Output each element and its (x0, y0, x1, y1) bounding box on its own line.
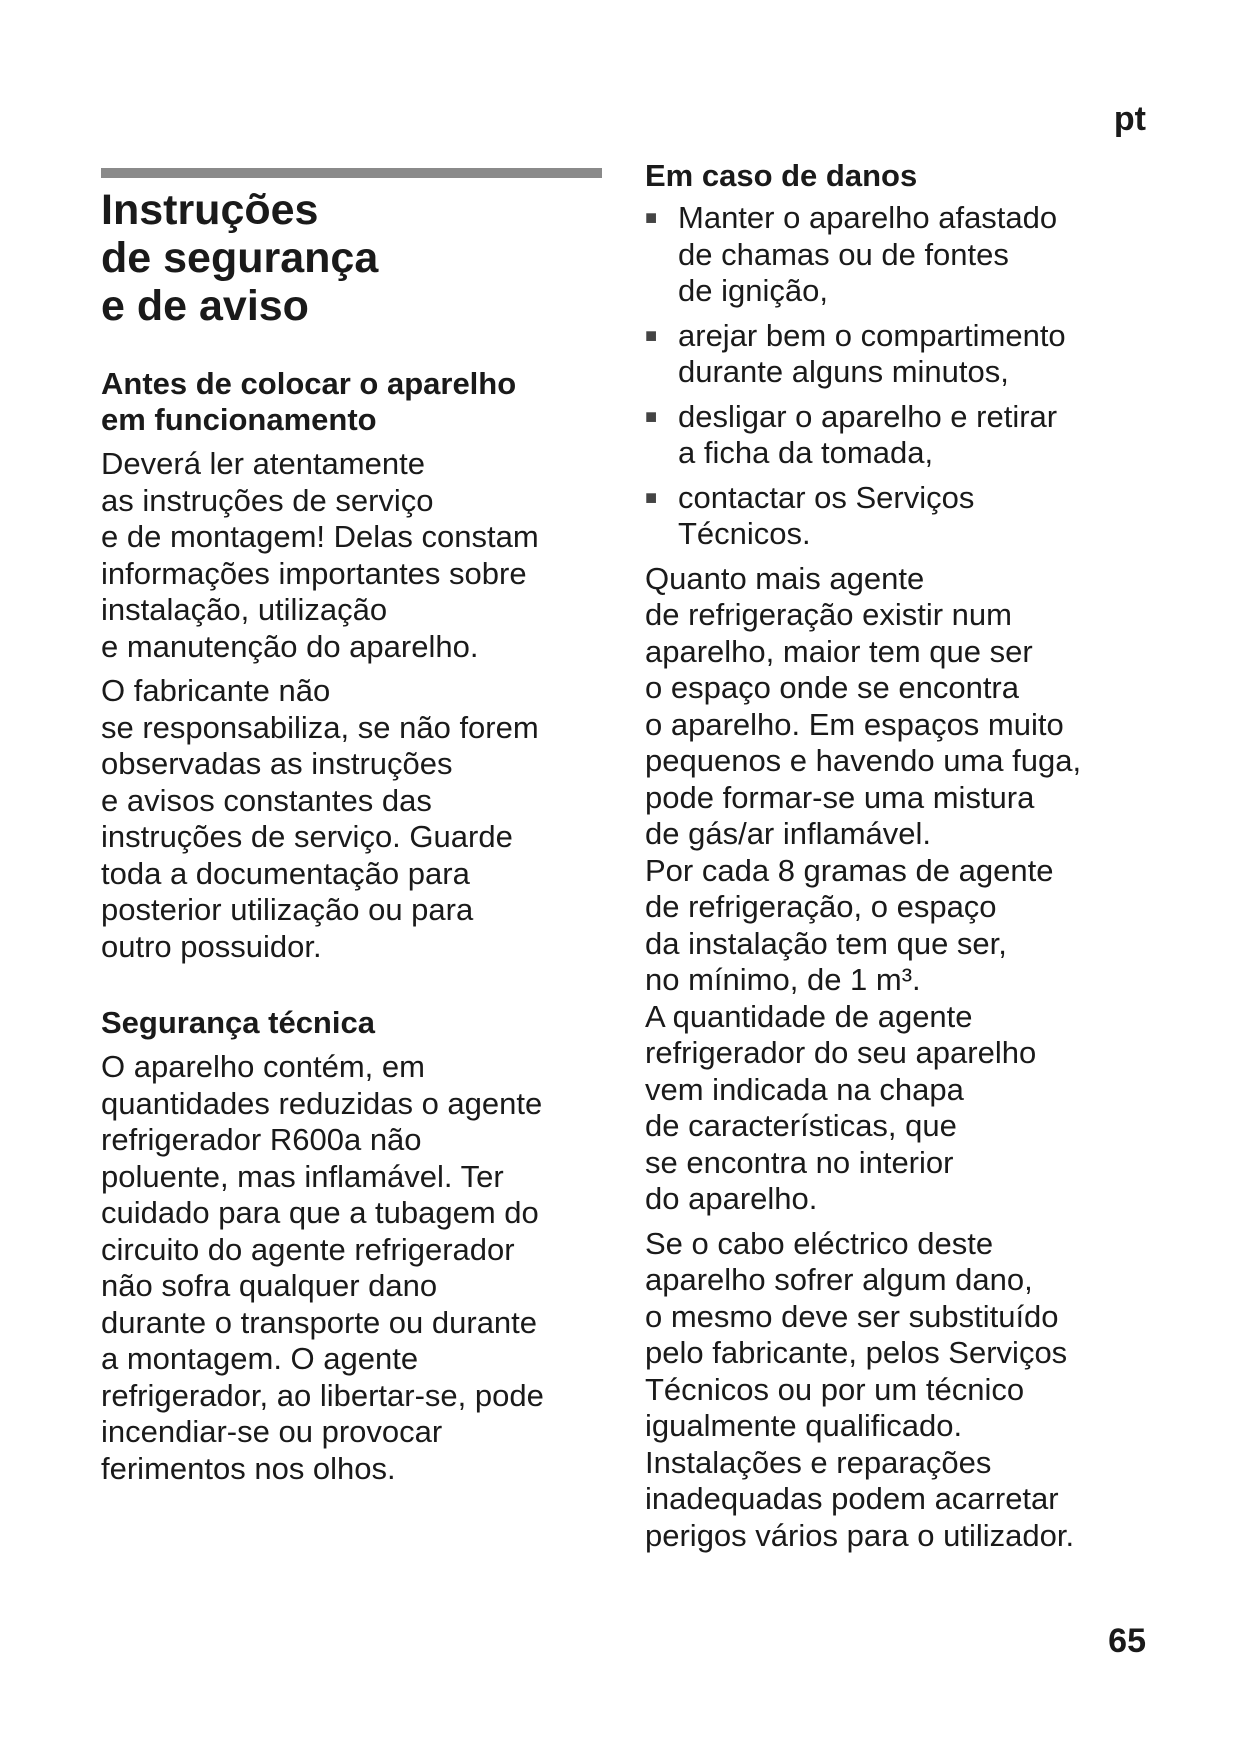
list-item (645, 399, 1165, 472)
list-item (645, 318, 1165, 391)
paragraph-refrigerant-quantity: Quanto mais agente de refrigeração existir num aparelho, maior tem que ser o espaço onde se encontra o aparelho. Em espaços muito pequenos e havendo uma fuga, pode formar-se uma mistura de gás/ar inflamável. Por cada 8 gramas de agente de refrigeração, o espaço da instalação tem que ser, no mínimo, de 1 m³. A quantidade de agente refrigerador do seu aparelho vem indicada na chapa de características, que se encontra no interior do aparelho. (645, 560, 1082, 1216)
page-title: Instruções de segurança e de aviso (101, 186, 379, 330)
square-bullet-icon: ■ (645, 324, 658, 347)
list-item (645, 200, 1165, 310)
language-code: pt (1113, 100, 1146, 138)
list-item-text: arejar bem o compartimento durante alguns minutos, (678, 317, 1066, 389)
square-bullet-icon: ■ (645, 405, 658, 428)
list-item-text: Manter o aparelho afastado de chamas ou de fontes de ignição, (678, 200, 1058, 308)
section-heading-damage: Em caso de danos (645, 158, 918, 193)
paragraph-read-instructions: Deverá ler atentamente as instruções de serviço e de montagem! Delas constam informações importantes sobre instalação, utilização e manutenção do aparelho. (101, 446, 539, 664)
section-divider-bar (101, 168, 602, 178)
paragraph-refrigerant-info: O aparelho contém, em quantidades reduzidas o agente refrigerador R600a não poluente, mas inflamável. Ter cuidado para que a tubagem do circuito do agente refrigerador não sofra qualquer dano durante o transporte ou durante a montagem. O agente refrigerador, ao libertar-se, pode incendiar-se ou provocar ferimentos nos olhos. (101, 1049, 544, 1486)
section-heading-technical-safety: Segurança técnica (101, 1005, 375, 1040)
list-item-text: contactar os Serviços Técnicos. (678, 479, 975, 551)
damage-steps-list (645, 200, 1165, 553)
list-item-text: desligar o aparelho e retirar a ficha da tomada, (678, 398, 1058, 470)
square-bullet-icon: ■ (645, 207, 658, 229)
left-column (101, 186, 621, 1487)
square-bullet-icon: ■ (645, 486, 658, 509)
right-column (645, 158, 1165, 1554)
section-heading-before-use: Antes de colocar o aparelho em funcionamento (101, 366, 517, 437)
page-number: 65 (1108, 1622, 1146, 1660)
paragraph-manufacturer-liability: O fabricante não se responsabiliza, se não forem observadas as instruções e avisos constantes das instruções de serviço. Guarde toda a documentação para posterior utilização ou para outro possuidor. (101, 673, 539, 964)
paragraph-power-cable: Se o cabo eléctrico deste aparelho sofrer algum dano, o mesmo deve ser substituído pelo fabricante, pelos Serviços Técnicos ou por um técnico igualmente qualificado. Instalações e reparações inadequadas podem acarretar perigos vários para o utilizador. (645, 1225, 1075, 1553)
list-item (645, 480, 1165, 553)
